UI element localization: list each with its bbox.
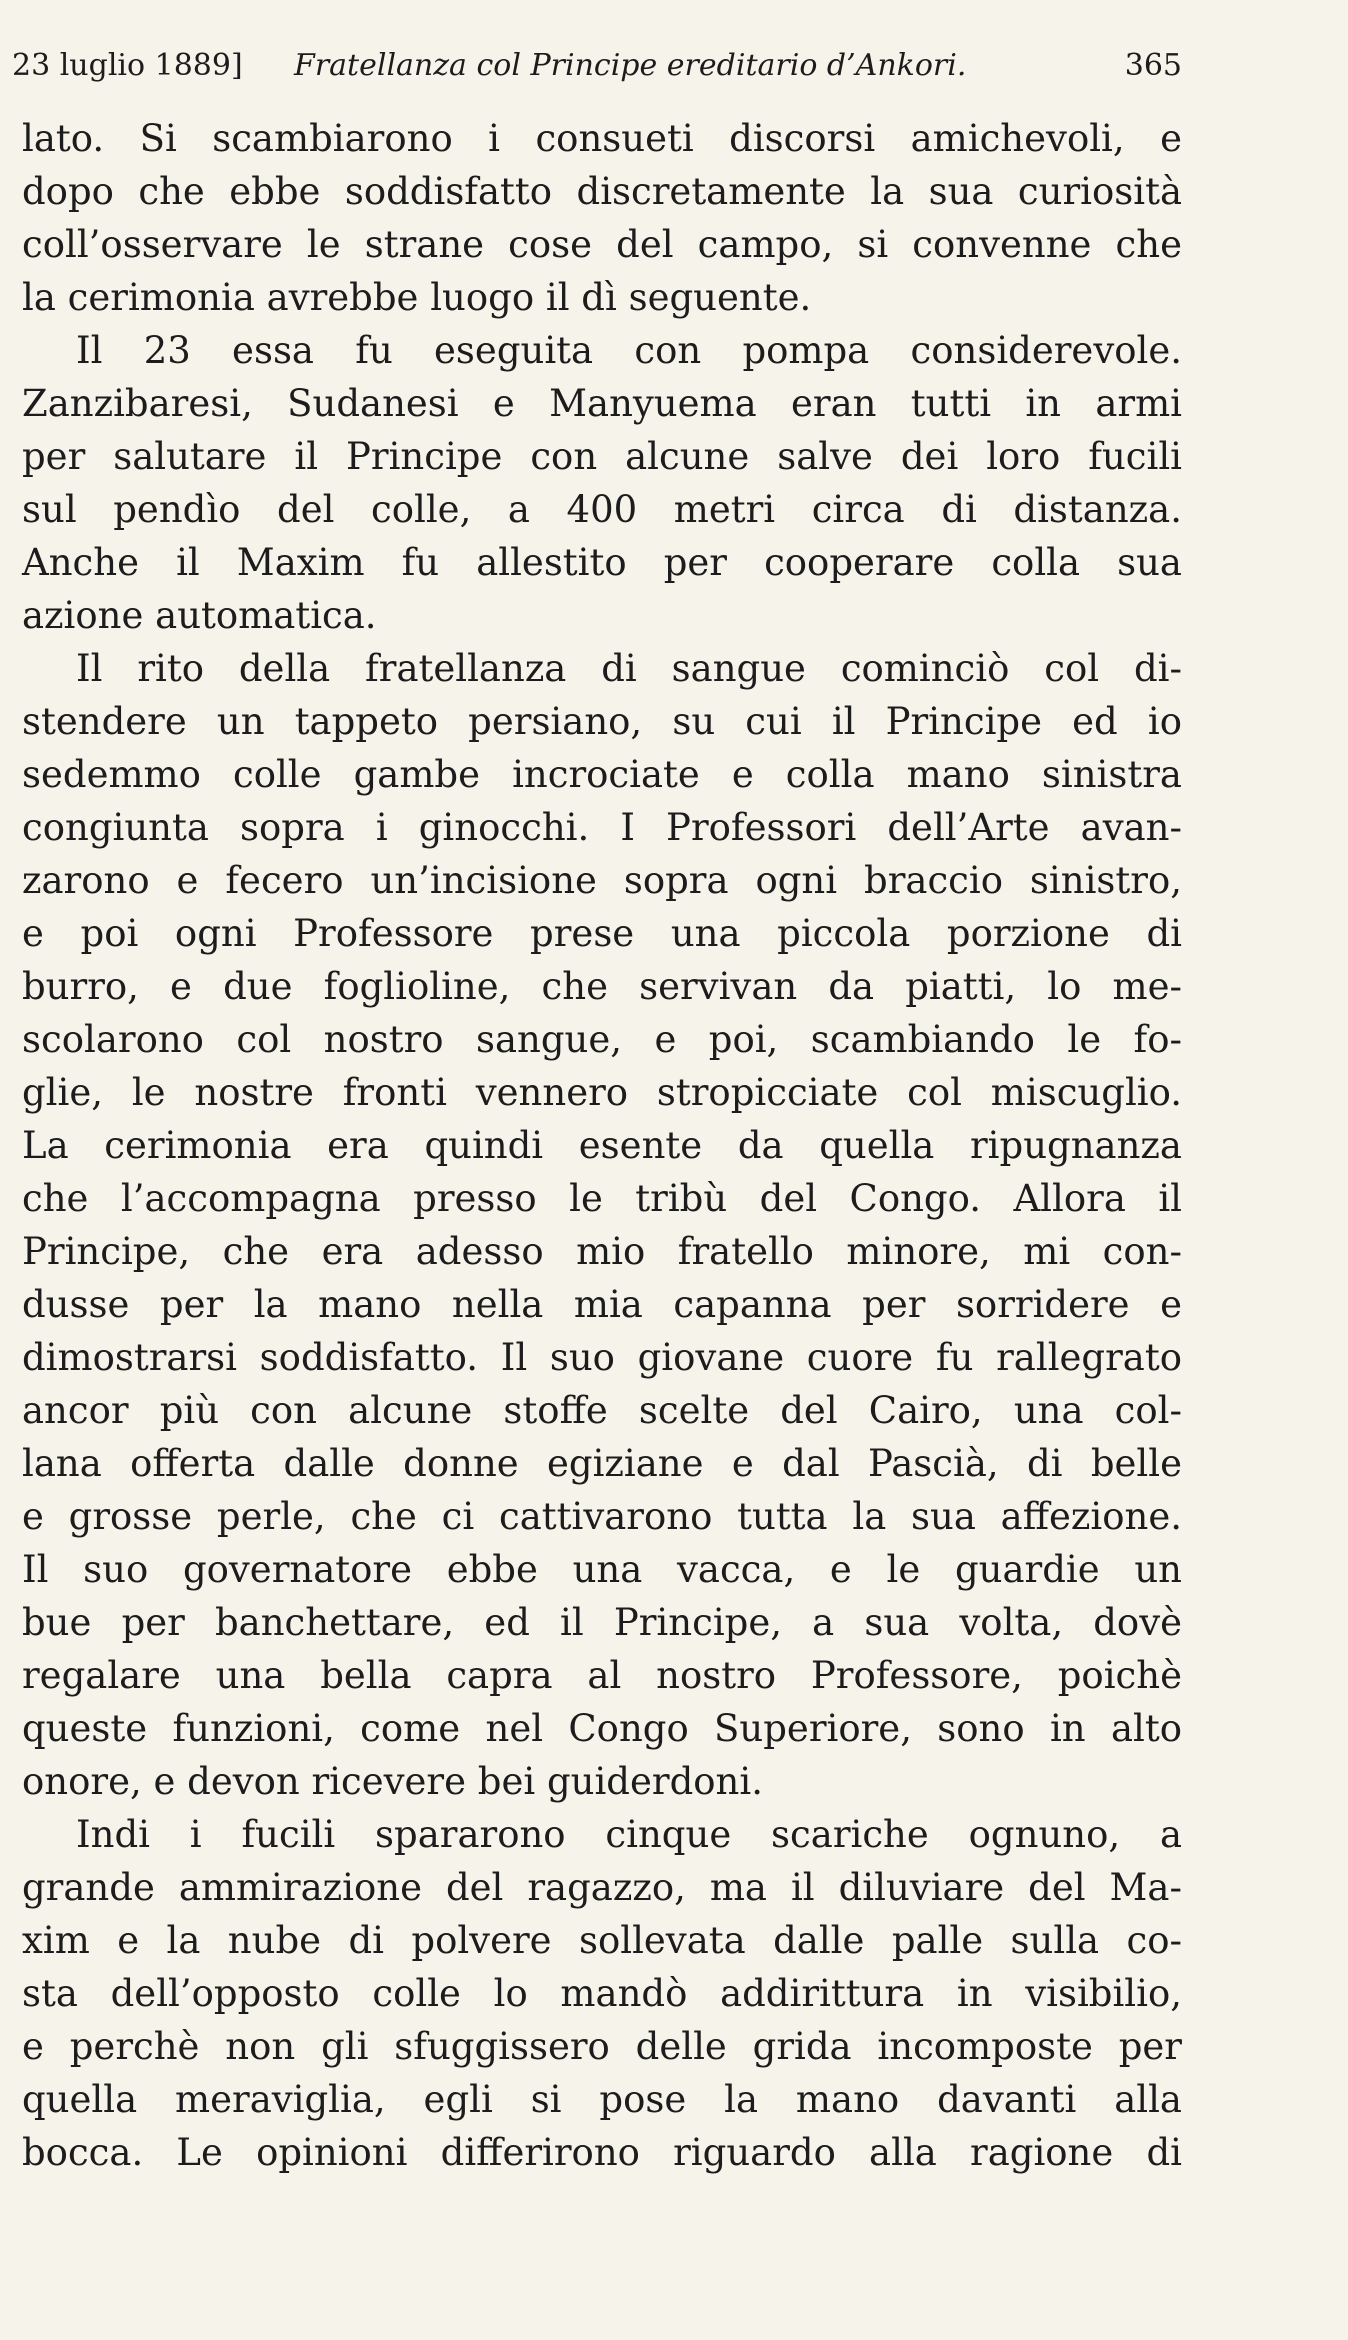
text-line: lato. Si scambiarono i consueti discorsi amichevoli, e [22, 117, 1182, 160]
text-line: dusse per la mano nella mia capanna per sorridere e [22, 1283, 1182, 1326]
text-line: grande ammirazione del ragazzo, ma il diluviare del Ma- [22, 1866, 1182, 1909]
text-line: xim e la nube di polvere sollevata dalle palle sulla co- [22, 1919, 1182, 1962]
text-line: e poi ogni Professore prese una piccola porzione di [22, 912, 1182, 955]
text-line: sul pendìo del colle, a 400 metri circa di distanza. [22, 488, 1182, 531]
text-line: ancor più con alcune stoffe scelte del Cairo, una col- [22, 1389, 1182, 1432]
text-line: lana offerta dalle donne egiziane e dal Pascià, di belle [22, 1442, 1182, 1485]
text-line: sedemmo colle gambe incrociate e colla mano sinistra [22, 753, 1182, 796]
text-line: scolarono col nostro sangue, e poi, scambiando le fo- [22, 1018, 1182, 1061]
text-line: queste funzioni, come nel Congo Superiore, sono in alto [22, 1707, 1182, 1750]
running-header [12, 44, 1182, 88]
text-line: Zanzibaresi, Sudanesi e Manyuema eran tutti in armi [22, 382, 1182, 425]
text-line: che l’accompagna presso le tribù del Congo. Allora il [22, 1177, 1182, 1220]
header-chapter-title: Fratellanza col Principe ereditario d’Ankori. [294, 48, 967, 83]
text-line: bue per banchettare, ed il Principe, a sua volta, dovè [22, 1601, 1182, 1644]
text-line: dopo che ebbe soddisfatto discretamente la sua curiosità [22, 170, 1182, 213]
body-text [22, 112, 1182, 2179]
text-line: e grosse perle, che ci cattivarono tutta la sua affezione. [22, 1495, 1182, 1538]
text-line: onore, e devon ricevere bei guiderdoni. [22, 1760, 763, 1803]
paragraph-start-line: Indi i fucili spararono cinque scariche ognuno, a [76, 1813, 1182, 1856]
text-line: burro, e due foglioline, che servivan da piatti, lo me- [22, 965, 1182, 1008]
text-line: glie, le nostre fronti vennero stropicciate col miscuglio. [22, 1071, 1182, 1114]
text-line: e perchè non gli sfuggissero delle grida incomposte per [22, 2025, 1182, 2068]
text-line: congiunta sopra i ginocchi. I Professori dell’Arte avan- [22, 806, 1182, 849]
text-line: la cerimonia avrebbe luogo il dì seguente. [22, 276, 812, 319]
text-line: dimostrarsi soddisfatto. Il suo giovane cuore fu rallegrato [22, 1336, 1182, 1379]
paragraph-start-line: Il rito della fratellanza di sangue cominciò col di- [76, 647, 1182, 690]
text-line: coll’osservare le strane cose del campo, si convenne che [22, 223, 1182, 266]
text-line: Anche il Maxim fu allestito per cooperare colla sua [22, 541, 1182, 584]
paragraph-start-line: Il 23 essa fu eseguita con pompa considerevole. [76, 329, 1182, 372]
text-line: stendere un tappeto persiano, su cui il Principe ed io [22, 700, 1182, 743]
text-line: Principe, che era adesso mio fratello minore, mi con- [22, 1230, 1182, 1273]
header-date: 23 luglio 1889] [12, 48, 243, 83]
text-line: Il suo governatore ebbe una vacca, e le guardie un [22, 1548, 1182, 1591]
text-line: azione automatica. [22, 594, 377, 637]
text-line: zarono e fecero un’incisione sopra ogni braccio sinistro, [22, 859, 1182, 902]
text-line: quella meraviglia, egli si pose la mano davanti alla [22, 2078, 1182, 2121]
text-line: La cerimonia era quindi esente da quella ripugnanza [22, 1124, 1182, 1167]
text-line: bocca. Le opinioni differirono riguardo alla ragione di [22, 2131, 1182, 2174]
page-number: 365 [1124, 48, 1182, 83]
text-line: sta dell’opposto colle lo mandò addirittura in visibilio, [22, 1972, 1182, 2015]
text-line: regalare una bella capra al nostro Professore, poichè [22, 1654, 1182, 1697]
text-line: per salutare il Principe con alcune salve dei loro fucili [22, 435, 1182, 478]
